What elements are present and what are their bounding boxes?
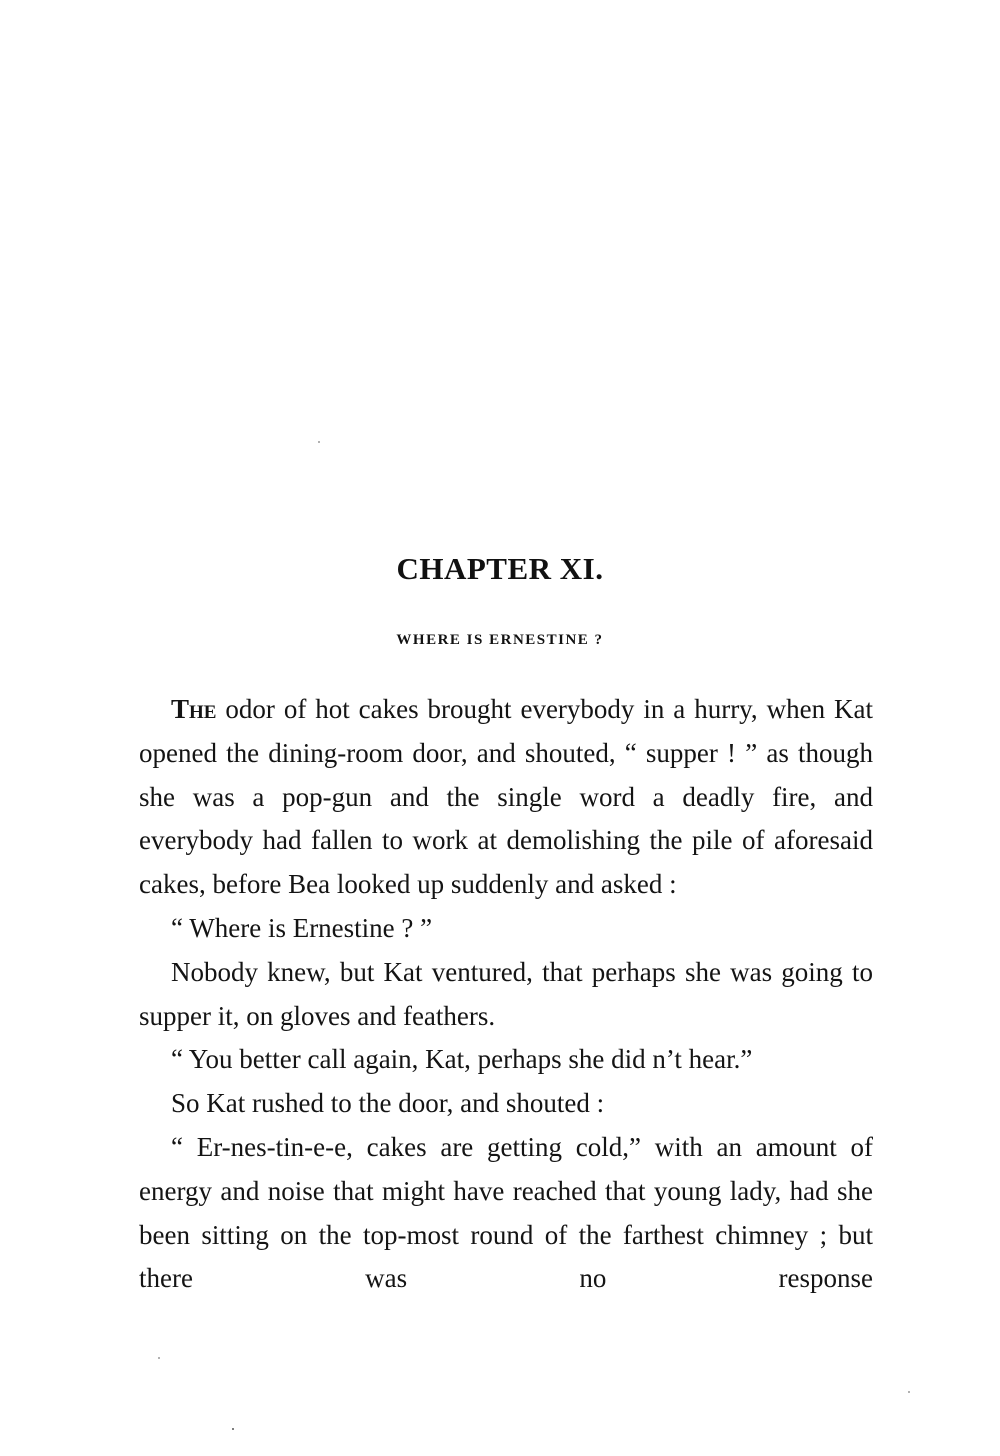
- paragraph-text: “ Er-nes-tin-e-e, cakes are getting cold,” with an amount of energy and noise that might have reached that young lady, had she been sitting on the top-most round of the farthest chimney ; but there was no response: [139, 1131, 873, 1294]
- paragraph-text: Nobody knew, but Kat ventured, that perhaps she was going to supper it, on gloves and feathers.: [139, 956, 873, 1031]
- paragraph-text: “ You better call again, Kat, perhaps she did n’t hear.”: [171, 1044, 753, 1075]
- paragraph-2: [139, 907, 873, 951]
- paragraph-6: [139, 1126, 873, 1301]
- chapter-title: CHAPTER XI.: [396, 551, 604, 586]
- paragraph-1: [139, 688, 873, 907]
- paragraph-text: “ Where is Ernestine ? ”: [171, 912, 433, 943]
- scan-speck: [318, 441, 320, 443]
- paragraph-5: [139, 1082, 873, 1126]
- chapter-subtitle: WHERE IS ERNESTINE ?: [396, 632, 604, 648]
- scan-speck: [232, 1428, 234, 1430]
- paragraph-3: [139, 951, 873, 1039]
- paragraph-text: So Kat rushed to the door, and shouted :: [171, 1088, 605, 1119]
- paragraph-lead-word: The: [171, 694, 217, 724]
- scan-speck: [158, 1357, 160, 1359]
- paragraph-text: odor of hot cakes brought everybody in a hurry, when Kat opened the dining-room door, and shouted, “ supper ! ” as though she was a pop-gun and the single word a deadly fire, and everybody had fallen to work at demolishing the pile of aforesaid cakes, before Bea looked up suddenly and asked :: [139, 694, 873, 900]
- body-text: [139, 688, 873, 1301]
- paragraph-4: [139, 1038, 873, 1082]
- scan-speck: [908, 1391, 910, 1393]
